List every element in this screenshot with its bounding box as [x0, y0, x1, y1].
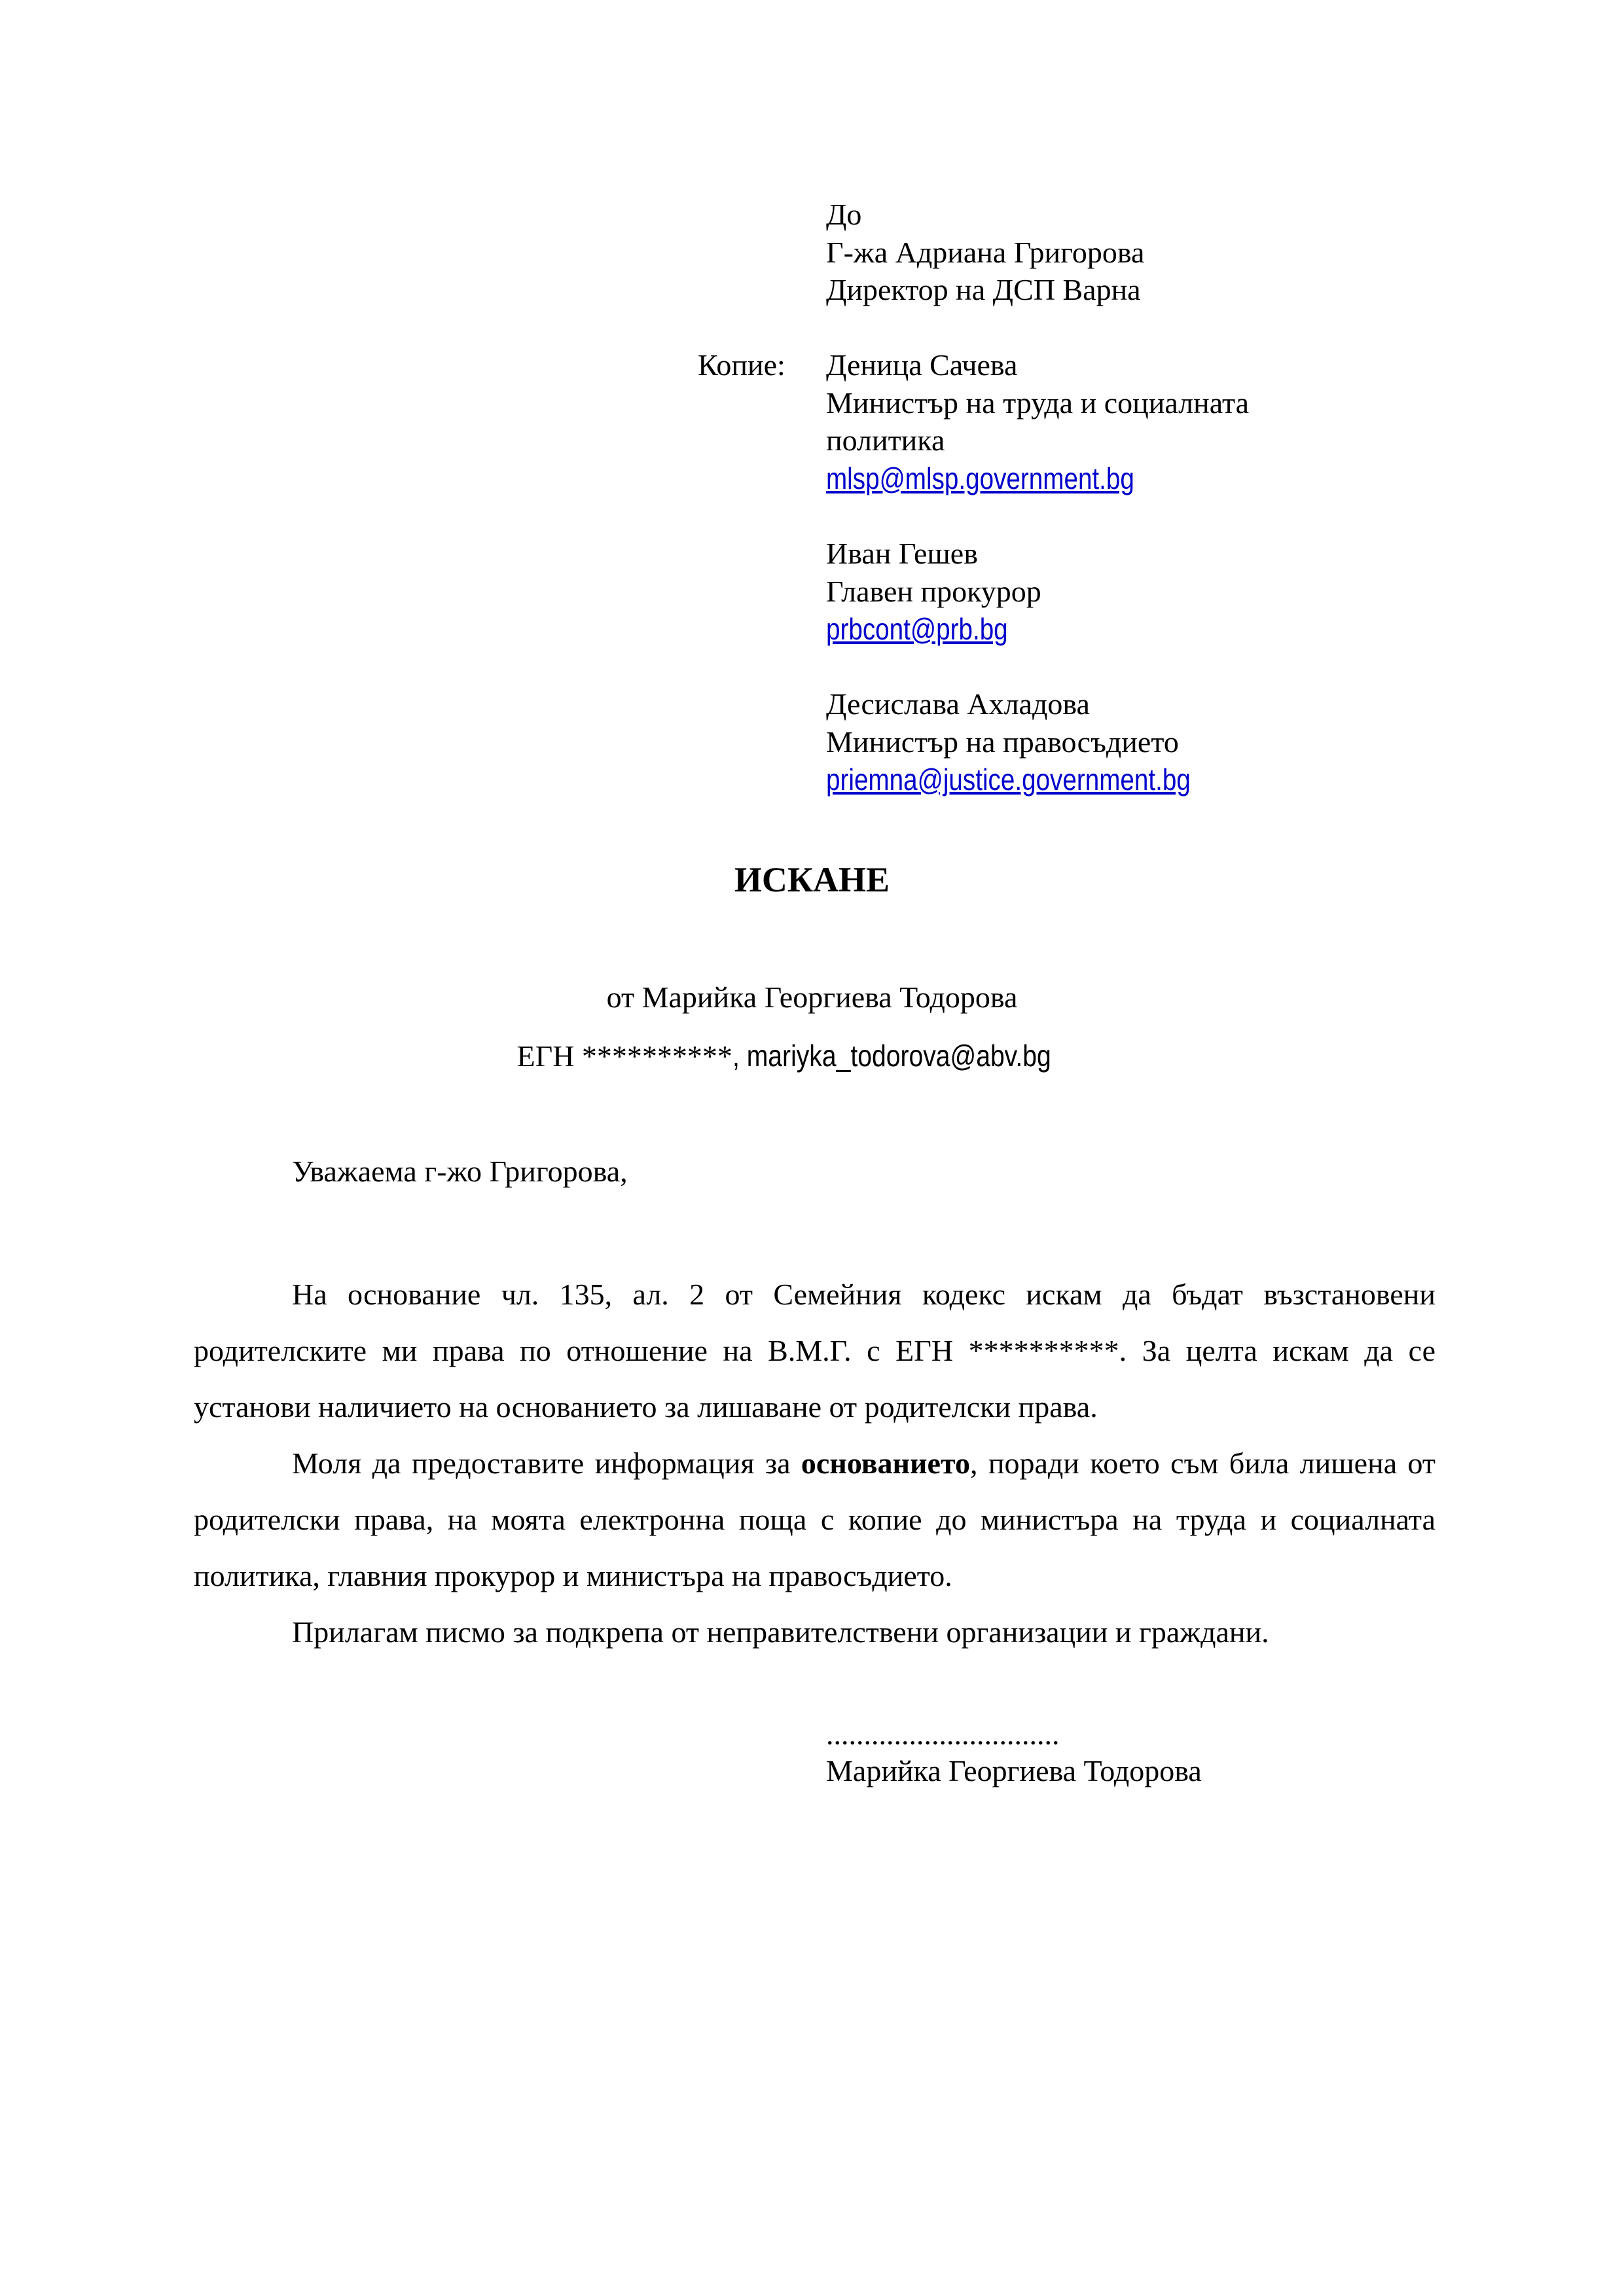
copy-1-email-link[interactable]: mlsp@mlsp.government.bg: [826, 461, 1134, 495]
document-title: ИСКАНЕ: [734, 860, 890, 899]
copy-3-position: Министър на правосъдието: [826, 725, 1179, 759]
body-paragraph-2-bold: основанието: [801, 1446, 970, 1480]
body-paragraph-2: [194, 1435, 1435, 1604]
recipient-position: Директор на ДСП Варна: [826, 273, 1141, 306]
copy-1-position-cont: политика: [826, 423, 945, 457]
copy-3-email-row: [826, 761, 1260, 798]
sender-egn: ЕГН **********: [516, 1039, 732, 1073]
copies-label: Копие:: [698, 348, 785, 382]
body-paragraph-1-text: На основание чл. 135, ал. 2 от Семейния кодекс искам да бъдат възстановени родителските ми права по отношение на В.М.Г. с ЕГН **********. За целта искам да се установи наличието на основанието за лишаване от родителски права.: [194, 1278, 1435, 1424]
greeting: Уважаема г-жо Григорова,: [292, 1155, 628, 1188]
signature-name: Марийка Георгиева Тодорова: [826, 1754, 1202, 1787]
sender-from-line: от Марийка Георгиева Тодорова: [606, 980, 1018, 1014]
copy-3-email-link[interactable]: priemna@justice.government.bg: [826, 762, 1191, 797]
copy-1-email-row: [826, 460, 1193, 497]
signature-dots: ...............................: [826, 1717, 1060, 1751]
copy-2-position: Главен прокурор: [826, 575, 1041, 608]
copy-1-name: Деница Сачева: [826, 348, 1018, 382]
copy-2-name: Иван Гешев: [826, 537, 978, 570]
copy-2-email-link[interactable]: prbcont@prb.bg: [826, 612, 1008, 646]
body-paragraph-2-start: Моля да предоставите информация за: [292, 1446, 801, 1480]
recipient-name: Г-жа Адриана Григорова: [826, 236, 1145, 269]
recipient-to: До: [826, 198, 862, 231]
copy-2-email-row: [826, 611, 1043, 648]
sender-egn-line: [0, 1037, 1624, 1075]
copy-3-name: Десислава Ахладова: [826, 687, 1090, 721]
sender-email: , mariyka_todorova@abv.bg: [732, 1039, 1051, 1073]
body-paragraph-2-end: , поради което съм била лишена от родителски права, на моята електронна поща с копие до министъра на труда и социалната политика, главния прокурор и министъра на правосъдието.: [194, 1446, 1435, 1592]
copy-1-position: Министър на труда и социалната: [826, 386, 1250, 420]
body-paragraph-3: [194, 1604, 1435, 1660]
body-paragraph-1: [194, 1266, 1435, 1435]
body-paragraph-3-text: Прилагам писмо за подкрепа от неправителствени организации и граждани.: [292, 1615, 1269, 1649]
